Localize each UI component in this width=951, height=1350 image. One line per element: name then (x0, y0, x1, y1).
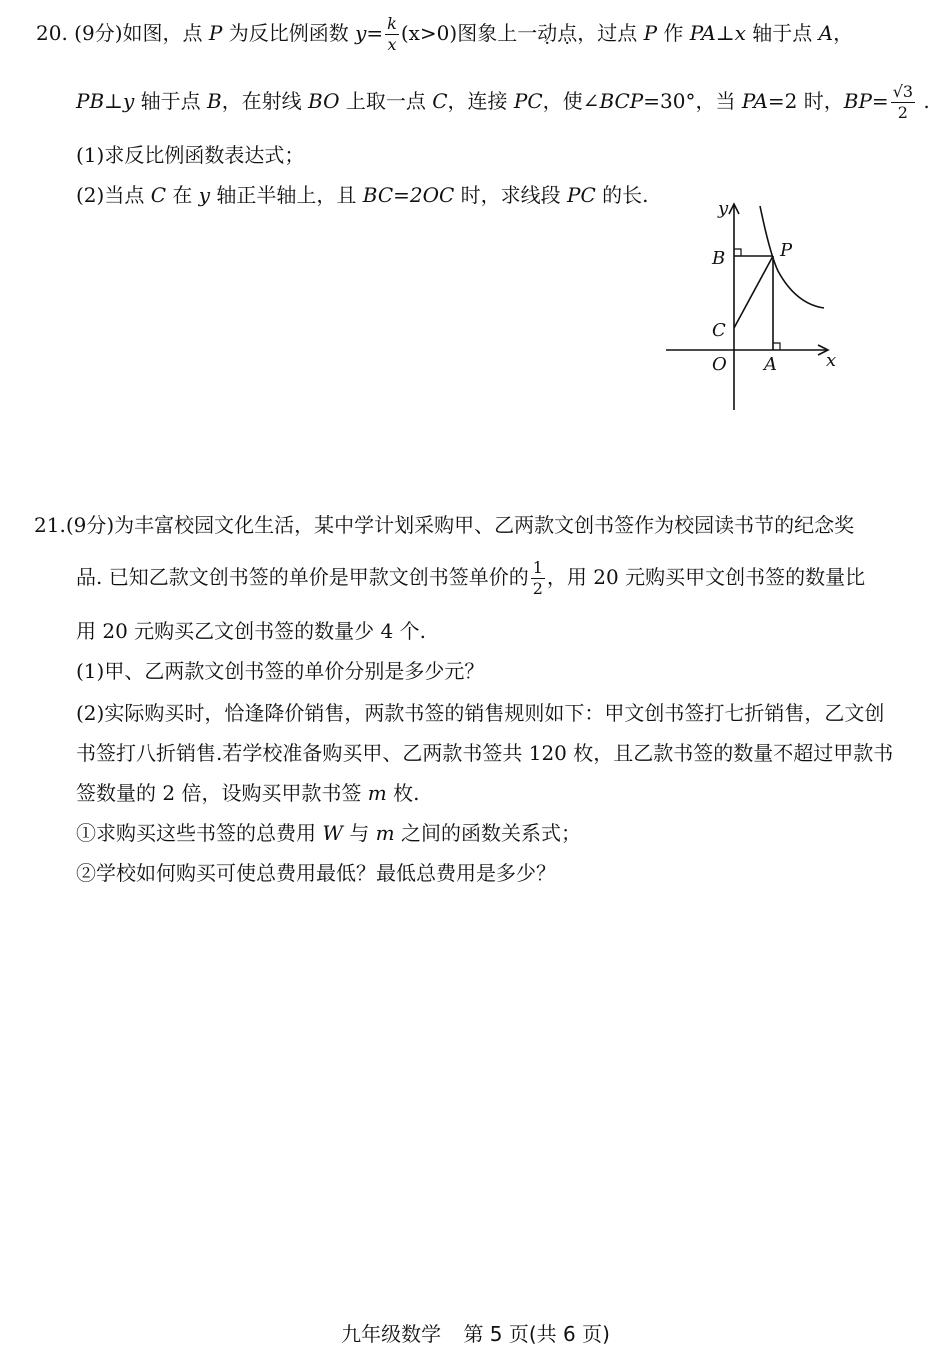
frac-denominator: x (387, 35, 397, 54)
label-x: x (826, 350, 837, 371)
q21-text: 枚. (386, 781, 420, 805)
q21-var: m (367, 781, 387, 805)
label-y: y (718, 198, 729, 219)
q20-text: =30°，当 (643, 89, 742, 113)
q20-fraction-k-over-x (385, 16, 399, 53)
q21-var: m (375, 821, 395, 845)
q20-text: 为反比例函数 (222, 21, 356, 45)
footer-subject: 九年级数学 (341, 1322, 442, 1346)
q20-var: BCP (599, 89, 644, 113)
q21-text: ①求购买这些书签的总费用 (76, 821, 323, 845)
q20-emphasis-char: 点 (557, 21, 578, 45)
q21-line-3: 用 20 元购买乙文创书签的数量少 4 个. (76, 619, 426, 643)
q20-text: 在 (166, 183, 199, 207)
q21-line-2 (76, 560, 865, 597)
q21-part-2-line-2: 书签打八折销售.若学校准备购买甲、乙两款书签共 120 枚，且乙款书签的数量不超过甲款书 (76, 741, 894, 765)
q20-part-1: (1)求反比例函数表达式； (76, 143, 305, 167)
label-c: C (712, 320, 726, 341)
q20-text: 上取一点 (339, 89, 433, 113)
q20-var: y= (355, 21, 384, 45)
q20-var: BO (308, 89, 340, 113)
frac-denominator: 2 (532, 579, 543, 598)
q20-figure (660, 196, 860, 416)
label-p: P (780, 240, 793, 261)
frac-denominator: 2 (897, 103, 908, 122)
q20-var: PA⊥x (689, 21, 746, 45)
q20-text: . (917, 89, 930, 113)
q21-var: W (322, 821, 343, 845)
q20-text: 轴于点 (134, 89, 207, 113)
q20-text: ，使∠ (542, 89, 600, 113)
q20-var: C (432, 89, 448, 113)
q20-var: C (150, 183, 166, 207)
q20-var: PC (567, 183, 596, 207)
q21-text: ，用 20 元购买甲文创书签的数量比 (546, 565, 866, 589)
q20-var: PA (741, 89, 768, 113)
q20-condition: (x>0) (400, 21, 458, 45)
q20-text: 时，求线段 (454, 183, 568, 207)
label-o: O (712, 354, 727, 375)
q21-number: 21. (34, 513, 66, 537)
frac-numerator: k (387, 14, 397, 33)
q21-text: 品. 已知乙款文创书签的单价是甲款文创书签单价的 (76, 565, 529, 589)
q20-emphasis-char: 动 (537, 21, 558, 45)
q21-sub-1 (76, 818, 581, 848)
q20-var: P (208, 21, 223, 45)
q20-text: 作 (657, 21, 690, 45)
q21-text: 与 (342, 821, 376, 845)
q20-var: BP (843, 89, 872, 113)
frac-numerator: √3 (892, 82, 914, 101)
q21-text: 为丰富校园文化生活，某中学计划采购甲、乙两款文创书签作为校园读书节的纪念奖 (114, 513, 855, 537)
q21-part-2-line-1: (2)实际购买时，恰逢降价销售，两款书签的销售规则如下：甲文创书签打七折销售，乙文创 (76, 701, 885, 725)
q20-var: B (206, 89, 222, 113)
q21-fraction-one-half (531, 560, 545, 597)
label-a: A (764, 354, 777, 375)
q20-text: = (871, 89, 889, 113)
q20-part-2 (76, 180, 649, 210)
right-angle-mark-a (773, 343, 780, 350)
q20-var: P (643, 21, 658, 45)
q20-text: 轴正半轴上，且 (210, 183, 363, 207)
q21-score: (9分) (65, 513, 115, 537)
label-b: B (712, 248, 726, 269)
footer-page-number: 第 5 页(共 6 页) (463, 1322, 610, 1346)
q20-number: 20. (36, 21, 68, 45)
q20-line-1 (36, 16, 853, 53)
q21-text: 签数量的 2 倍，设购买甲款书签 (76, 781, 368, 805)
q20-text: ，连接 (447, 89, 514, 113)
q20-var: A (818, 21, 834, 45)
q20-text: ， (833, 21, 854, 45)
q20-var: y (198, 183, 211, 207)
q20-line-2 (76, 84, 930, 121)
q21-part-1: (1)甲、乙两款文创书签的单价分别是多少元？ (76, 659, 485, 683)
q20-text: (2)当点 (76, 183, 151, 207)
q20-text: ，过点 (577, 21, 644, 45)
q20-text: 图象上一 (457, 21, 538, 45)
q20-text: 的长. (595, 183, 649, 207)
right-angle-mark-b (734, 249, 741, 256)
q20-text: =2 时， (767, 89, 844, 113)
frac-numerator: 1 (532, 558, 543, 577)
segment-pc (734, 256, 773, 328)
q20-text: 轴于点 (745, 21, 819, 45)
q20-score: (9分) (74, 21, 123, 45)
q20-text: ，在射线 (221, 89, 309, 113)
q20-var: BC=2OC (362, 183, 455, 207)
q20-var: PB⊥y (76, 89, 135, 113)
q20-var: PC (513, 89, 543, 113)
q21-part-2-line-3 (76, 778, 419, 808)
q21-line-1 (34, 510, 854, 540)
q20-text: 如图，点 (122, 21, 209, 45)
page-footer (0, 1318, 951, 1347)
q21-sub-2: ②学校如何购买可使总费用最低？最低总费用是多少？ (76, 861, 556, 885)
q20-fraction-sqrt3-over-2 (891, 84, 915, 121)
q21-text: 之间的函数关系式； (394, 821, 581, 845)
